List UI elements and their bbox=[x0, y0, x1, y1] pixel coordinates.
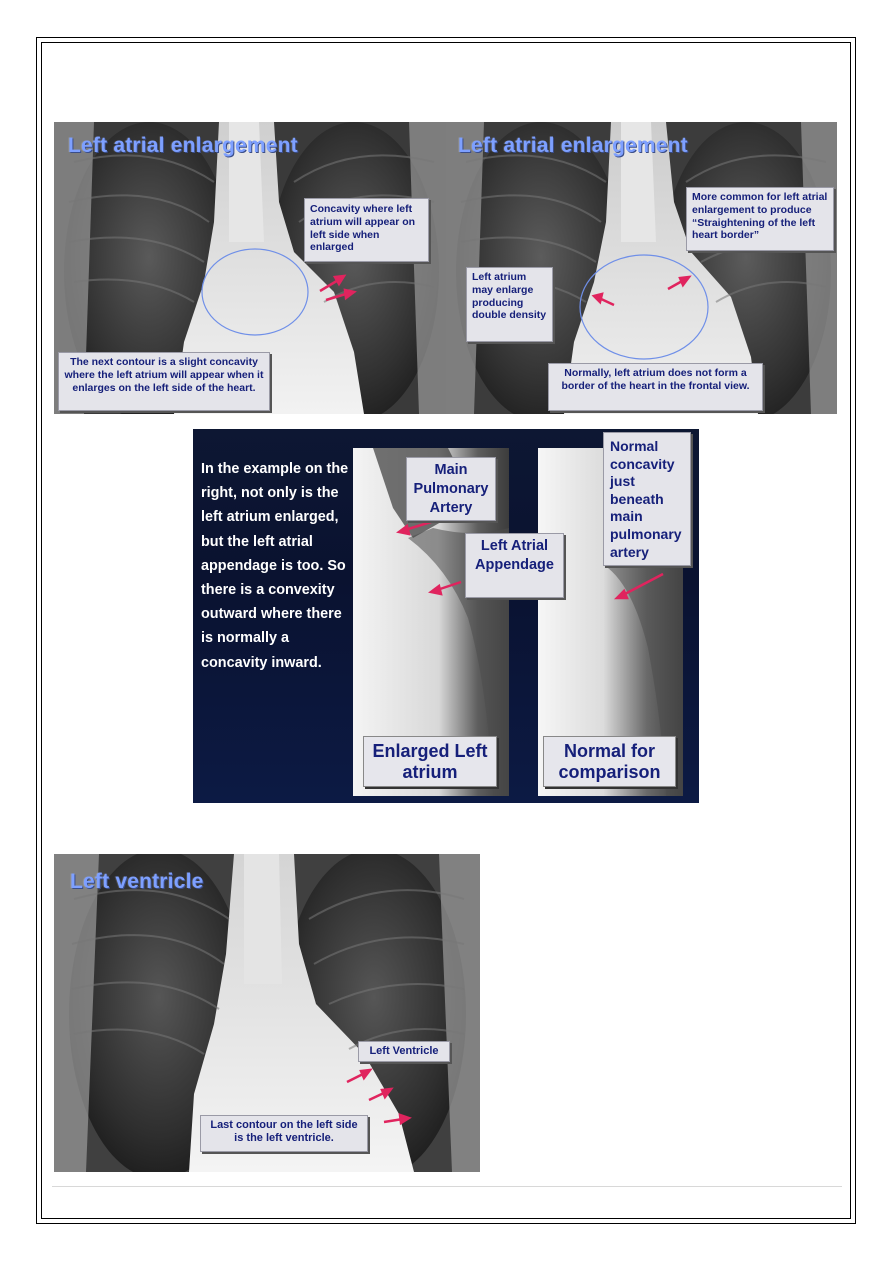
caption-normal-for-comparison: Normal for comparison bbox=[543, 736, 676, 787]
label-normal-concavity: Normal concavity just beneath main pulmonary artery bbox=[603, 432, 691, 566]
xray-left-atrial-enlargement-1 bbox=[54, 122, 446, 414]
xray-left-ventricle bbox=[54, 854, 480, 1172]
callout-double-density: Left atrium may enlarge producing double density bbox=[466, 267, 553, 342]
label-left-ventricle: Left Ventricle bbox=[358, 1041, 450, 1062]
label-left-atrial-appendage: Left Atrial Appendage bbox=[465, 533, 564, 598]
callout-concavity: Concavity where left atrium will appear on left side when enlarged bbox=[304, 198, 429, 262]
slide-title: Left atrial enlargement bbox=[68, 134, 298, 157]
comparison-panel bbox=[193, 429, 699, 803]
footer-divider bbox=[52, 1186, 842, 1187]
xray-left-atrial-enlargement-2 bbox=[446, 122, 837, 414]
label-main-pulmonary-artery: Main Pulmonary Artery bbox=[406, 457, 496, 521]
slide-title: Left ventricle bbox=[70, 870, 204, 893]
comparison-description: In the example on the right, not only is the left atrium enlarged, but the left atrial appendage is too. So there is a convexity outward where there is normally a concavity inward. bbox=[201, 461, 349, 671]
callout-normally: Normally, left atrium does not form a border of the heart in the frontal view. bbox=[548, 363, 763, 411]
caption-enlarged-left-atrium: Enlarged Left atrium bbox=[363, 736, 497, 787]
slide-title: Left atrial enlargement bbox=[458, 134, 688, 157]
callout-last-contour: Last contour on the left side is the left ventricle. bbox=[200, 1115, 368, 1152]
callout-next-contour: The next contour is a slight concavity where the left atrium will appear when it enlarges on the left side of the heart. bbox=[58, 352, 270, 411]
callout-straightening: More common for left atrial enlargement to produce “Straightening of the left heart border” bbox=[686, 187, 834, 251]
